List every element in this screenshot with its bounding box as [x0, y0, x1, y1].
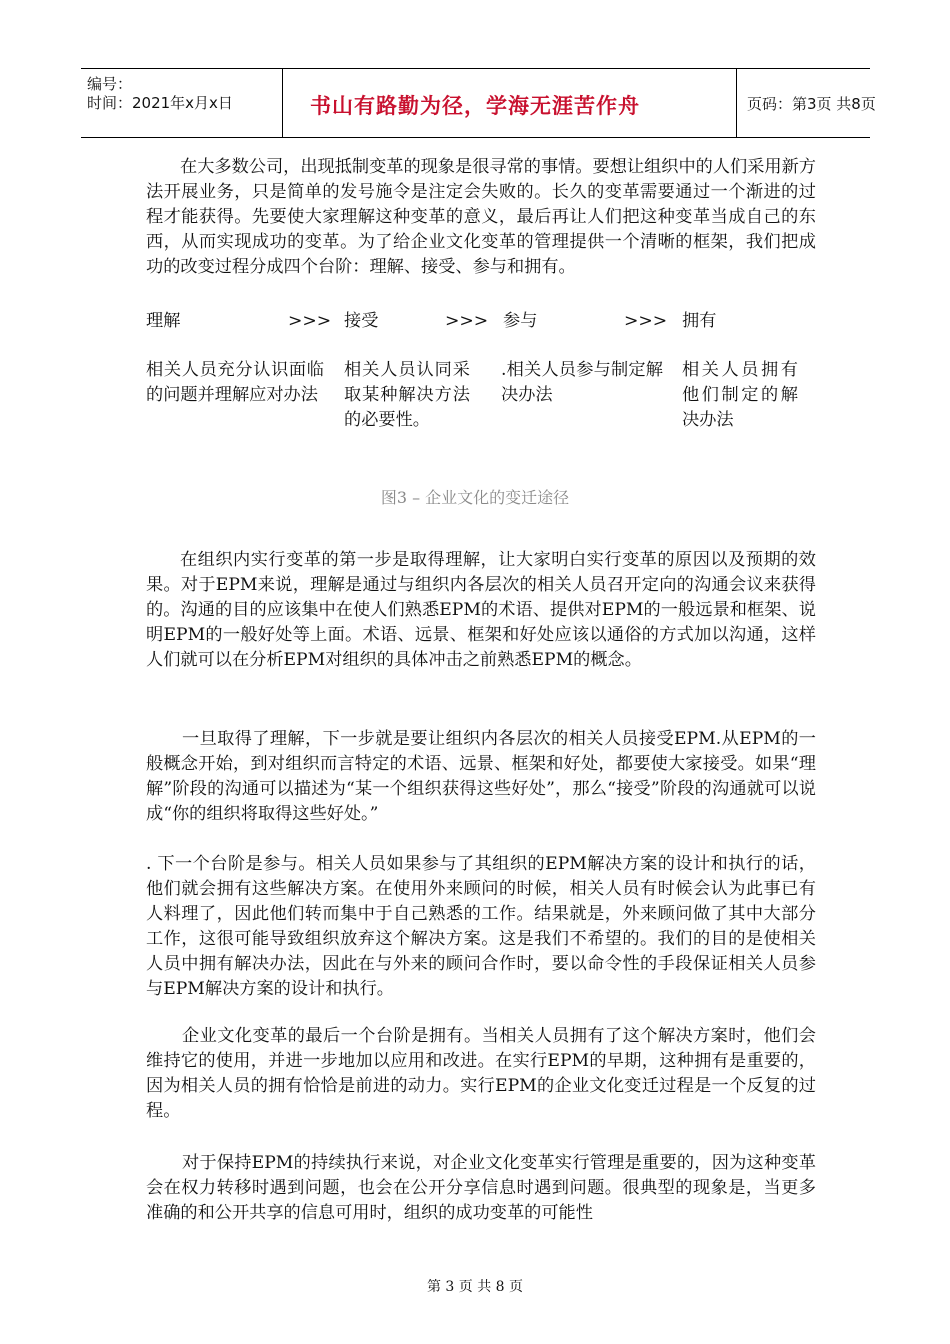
- stage-desc-understand: 相关人员充分认识面临的问题并理解应对办法: [146, 360, 324, 405]
- paragraph-intro: 在大多数公司，出现抵制变革的现象是很寻常的事情。要想让组织中的人们采用新方法开展业务，只是简单的发号施令是注定会失败的。长久的变革需要通过一个渐进的过程才能获得。先要使大家理解这种变革的意义，最后再让人们把这种变革当成自己的东西，从而实现成功的变革。为了给企业文化变革的管理提供一个清晰的框架，我们把成功的改变过程分成四个台阶：理解、接受、参与和拥有。: [146, 157, 816, 277]
- stage-desc-participate: .相关人员参与制定解决办法: [501, 360, 663, 405]
- stage-understand: 理解: [146, 311, 181, 331]
- doc-number-label: 编号：: [87, 75, 133, 93]
- header-page-cell: [737, 69, 876, 137]
- paragraph-ownership: 企业文化变革的最后一个台阶是拥有。当相关人员拥有了这个解决方案时，他们会维持它的使用，并进一步地加以应用和改进。在实行EPM的早期，这种拥有是重要的，因为相关人员的拥有恰恰是前进的动力。实行EPM的企业文化变迁过程是一个反复的过程。: [146, 1026, 816, 1121]
- header-meta-cell: [81, 69, 283, 137]
- stage-arrow-3: >>>: [624, 311, 668, 331]
- stage-arrow-1: >>>: [288, 311, 332, 331]
- paragraph-sustain: 对于保持EPM的持续执行来说，对企业文化变革实行管理是重要的，因为这种变革会在权力转移时遇到问题，也会在公开分享信息时遇到问题。很典型的现象是，当更多准确的和公开共享的信息可用时，组织的成功变革的可能性: [146, 1153, 816, 1223]
- stage-desc-accept: 相关人员认同采取某种解决方法的必要性。: [344, 360, 470, 430]
- page-footer: 第 3 页 共 8 页: [426, 1279, 524, 1295]
- header-motto: 书山有路勤为径，学海无涯苦作舟: [310, 94, 640, 118]
- doc-time-label: 时间：2021年x月x日: [87, 94, 233, 112]
- header-motto-cell: [283, 69, 737, 137]
- stage-accept: 接受: [344, 311, 379, 331]
- paragraph-participation: . 下一个台阶是参与。相关人员如果参与了其组织的EPM解决方案的设计和执行的话，他们就会拥有这些解决方案。在使用外来顾问的时候，相关人员有时候会认为此事已有人料理了，因此他们转而集中于自己熟悉的工作。结果就是，外来顾问做了其中大部分工作，这很可能导致组织放弃这个解决方案。这是我们不希望的。我们的目的是使相关人员中拥有解决办法，因此在与外来的顾问合作时，要以命令性的手段保证相关人员参与EPM解决方案的设计和执行。: [146, 854, 816, 999]
- paragraph-understanding: 在组织内实行变革的第一步是取得理解，让大家明白实行变革的原因以及预期的效果。对于EPM来说，理解是通过与组织内各层次的相关人员召开定向的沟通会议来获得的。沟通的目的应该集中在使人们熟悉EPM的术语、提供对EPM的一般远景和框架、说明EPM的一般好处等上面。术语、远景、框架和好处应该以通俗的方式加以沟通，这样人们就可以在分析EPM对组织的具体冲击之前熟悉EPM的概念。: [146, 550, 816, 670]
- figure-caption: 图3 – 企业文化的变迁途径: [380, 488, 570, 507]
- stage-own: 拥有: [682, 311, 717, 331]
- page-header: [81, 68, 876, 138]
- stage-desc-own: 相关人员拥有他们制定的解决办法: [682, 360, 798, 430]
- stage-participate: 参与: [503, 311, 538, 331]
- header-page-number: 页码：第3页 共8页: [747, 95, 876, 113]
- stage-arrow-2: >>>: [445, 311, 489, 331]
- paragraph-acceptance: 一旦取得了理解，下一步就是要让组织内各层次的相关人员接受EPM.从EPM的一般概念开始，到对组织而言特定的术语、远景、框架和好处，都要使大家接受。如果“理解”阶段的沟通可以描述为“某一个组织获得这些好处”，那么“接受”阶段的沟通就可以说成“你的组织将取得这些好处。”: [146, 729, 816, 824]
